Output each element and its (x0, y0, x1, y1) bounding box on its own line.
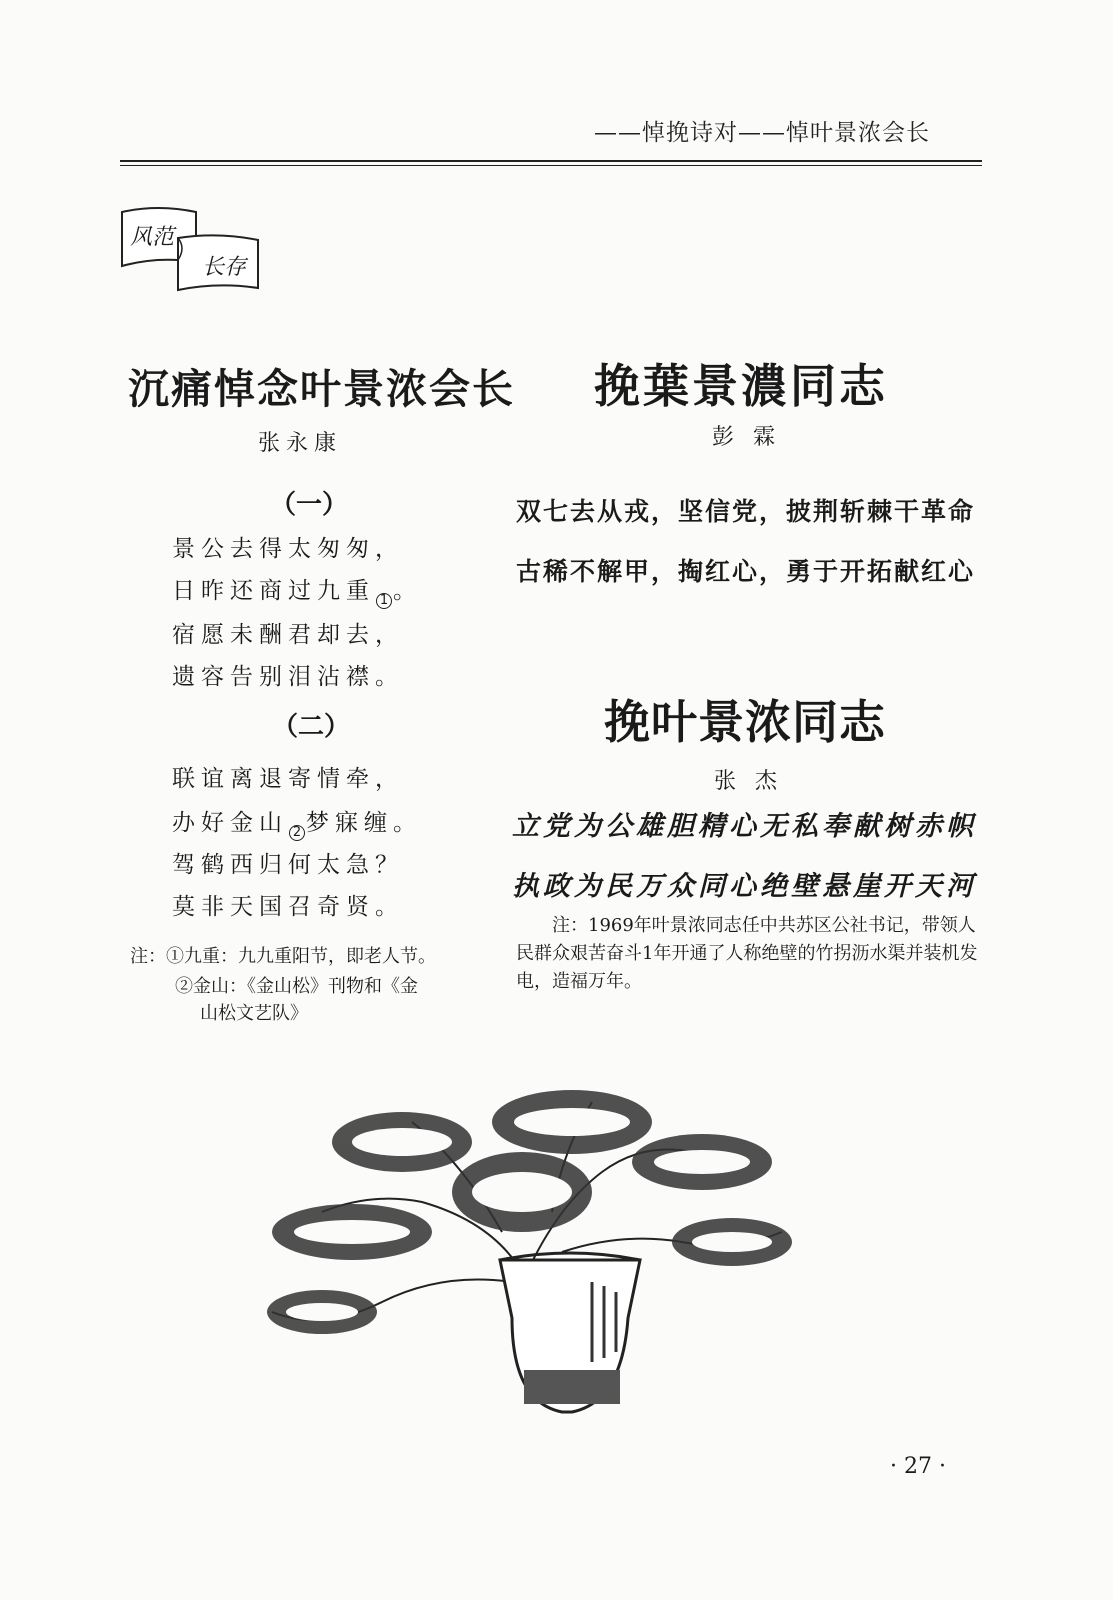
header-rule (120, 160, 982, 162)
poem-line: 遗容告别泪沾襟。 (172, 664, 404, 690)
banner-badge (118, 204, 268, 296)
poem-line: 宿愿未酬君却去， (172, 622, 404, 648)
poem-line-text: 日昨还商过九重 (172, 578, 375, 604)
note-2-cont: 山松文艺队》 (200, 1003, 308, 1024)
page-number: · 27 · (890, 1454, 946, 1479)
poem2-title: 挽葉景濃同志 (594, 359, 888, 413)
poem1-title: 沉痛悼念叶景浓会长 (128, 365, 515, 413)
note-1: ①九重：九九重阳节，即老人节。 (166, 946, 436, 967)
header-rule-thin (120, 165, 982, 166)
pine-bonsai-icon (262, 1082, 802, 1422)
poem1-part1-label: （一） (270, 490, 349, 520)
couplet-line: 古稀不解甲，掏红心，勇于开拓献红心 (516, 557, 976, 586)
poem-line-text: 办好金山 (172, 810, 288, 836)
poem-line-end: 。 (393, 578, 422, 604)
poem-line (172, 572, 422, 609)
couplet-line: 执政为民万众同心绝壁悬崖开天河 (512, 871, 977, 902)
poem2-author: 彭 霖 (712, 425, 781, 450)
poem1-notes (130, 942, 436, 1026)
poem-line-text: 梦寐缠。 (306, 810, 422, 836)
poem-line: 莫非天国召奇贤。 (172, 894, 404, 920)
poem1-author: 张永康 (258, 431, 343, 456)
couplet-line: 立党为公雄胆精心无私奉献树赤帜 (512, 811, 977, 842)
poem-line: 联谊离退寄情牵， (172, 766, 404, 792)
footnote-mark-2: 2 (289, 825, 305, 841)
note-2: ②金山：《金山松》刊物和《金 (175, 976, 418, 997)
poem-line: 驾鹤西归何太急？ (172, 852, 404, 878)
badge-line2: 长存 (202, 255, 247, 280)
footnote-mark-1: 1 (376, 593, 392, 609)
poem-line (172, 804, 422, 841)
couplet-line: 双七去从戎，坚信党，披荆斩棘干革命 (516, 497, 976, 526)
poem3-note: 注：1969年叶景浓同志任中共苏区公社书记，带领人民群众艰苦奋斗1年开通了人称绝壁的竹拐沥水渠并装机发电，造福万年。 (516, 915, 978, 992)
poem3-author: 张 杰 (714, 769, 783, 794)
poem3-title: 挽叶景浓同志 (604, 695, 886, 749)
pine-bonsai-illustration (262, 1082, 802, 1422)
badge-line1: 风范 (130, 225, 175, 250)
running-header: ——悼挽诗对——悼叶景浓会长 (594, 120, 930, 146)
poem-line: 景公去得太匆匆， (172, 536, 404, 562)
poem1-part2-label: （二） (272, 712, 351, 742)
note-prefix: 注： (130, 946, 166, 967)
